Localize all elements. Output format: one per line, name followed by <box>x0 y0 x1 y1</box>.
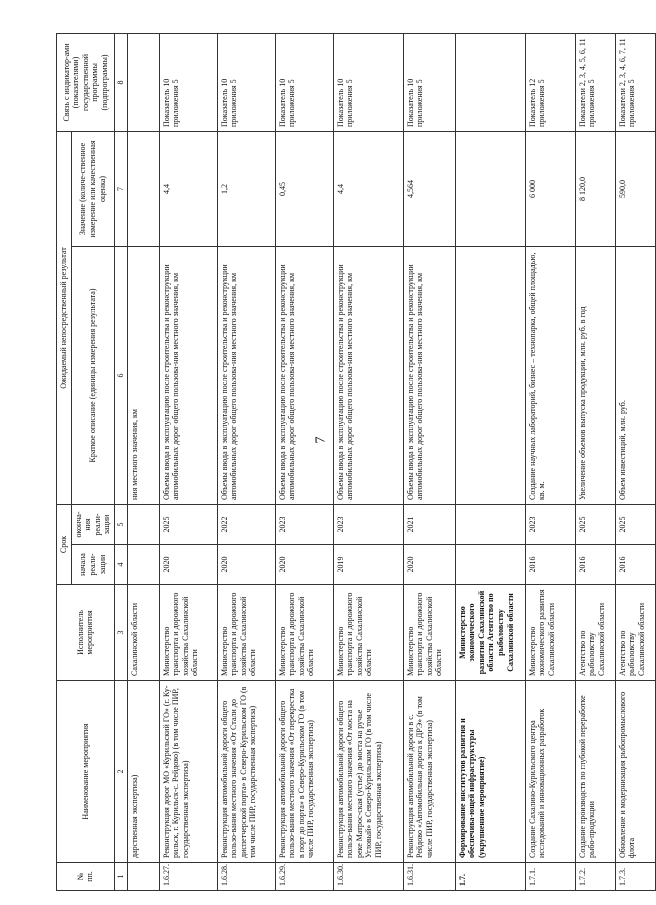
table-row <box>333 33 403 890</box>
header-row-1 <box>57 33 72 890</box>
row-end <box>127 504 159 544</box>
row-link <box>455 33 525 131</box>
row-end: 2025 <box>159 504 217 544</box>
row-executor: Министерство транспорта и дорожного хозяйства Сахалинской области <box>403 585 455 681</box>
row-executor: Министерство транспорта и дорожного хозяйства Сахалинской области <box>217 585 275 681</box>
row-start <box>455 545 525 585</box>
row-desc: Объемы ввода в эксплуатацию после строительства и реконструкции автомобильных дорог общего пользова-ния местного значения, км <box>159 246 217 504</box>
header-term: Срок <box>57 504 72 584</box>
row-name: Реконструкция дорог МО «Курильский ГО» (г. Ку-рильск, г. Курильск-с. Рейдово) (в том числе ПИР, государственная экспертиза) <box>159 681 217 863</box>
row-value: 4,564 <box>403 131 455 246</box>
row-start: 2020 <box>403 545 455 585</box>
measures-table <box>56 33 656 891</box>
header-num: № пп. <box>57 863 115 891</box>
row-value: 8 120,0 <box>575 131 615 246</box>
row-name: Обновление и модернизация рыбопромыслового флота <box>615 681 655 863</box>
column-number-row <box>114 33 127 890</box>
row-start: 2016 <box>615 545 655 585</box>
row-value: 4,4 <box>333 131 403 246</box>
row-end: 2025 <box>575 504 615 544</box>
row-desc: Объемы ввода в эксплуатацию после строительства и реконструкции автомобильных дорог общего пользова-ния местного значения, км <box>333 246 403 504</box>
table-row <box>159 33 217 890</box>
row-executor: Министерство экономического развития Сахалинской области <box>525 585 575 681</box>
col-number: 7 <box>114 131 127 246</box>
row-link: Показатель 10 приложения 5 <box>275 33 333 131</box>
row-start: 2019 <box>333 545 403 585</box>
row-end: 2023 <box>275 504 333 544</box>
row-name: Реконструкция автомобильной дороги общего пользо-вания местного значения «От перекрестка в порт до порта» в Северо-Курильском ГО (в том числе ПИР, государственная экспертиза) <box>275 681 333 863</box>
col-number: 2 <box>114 681 127 863</box>
table-row <box>615 33 655 890</box>
col-number: 5 <box>114 504 127 544</box>
row-num: 1.7. <box>455 863 525 891</box>
table-row <box>275 33 333 890</box>
row-num <box>127 863 159 891</box>
row-name: Реконструкция автомобильной дороги в с. Рейдово «Автомобильная дорога к ДРЭ» (в том числе ПИР, государственная экспертиза) <box>403 681 455 863</box>
row-desc: Объемы ввода в эксплуатацию после строительства и реконструкции автомобильных дорог общего пользова-ния местного значения, км <box>403 246 455 504</box>
rotated-page <box>0 25 646 905</box>
row-executor: Сахалинской области <box>127 585 159 681</box>
table-row <box>455 33 525 890</box>
row-link: Показатель 10 приложения 5 <box>333 33 403 131</box>
row-end: 2025 <box>615 504 655 544</box>
header-start: начала реали-зации <box>71 545 114 585</box>
row-name: Формирование институтов развития и обеспечива-ющей инфраструктуры (укрупненное мероприятие) <box>455 681 525 863</box>
header-name: Наименование мероприятия <box>57 681 115 863</box>
row-name: дарственная экспертиза) <box>127 681 159 863</box>
page-number: 7 <box>313 436 329 444</box>
col-number: 1 <box>114 863 127 891</box>
col-number: 4 <box>114 545 127 585</box>
row-desc: Создание научных лабораторий, бизнес – технопарка, общей площадью, кв. м. <box>525 246 575 504</box>
row-num: 1.7.2. <box>575 863 615 891</box>
row-name: Создание Сахалино-Курильского центра исследований и инновационных разработок <box>525 681 575 863</box>
row-link: Показатели 2, 3, 4, 5, 6, 11 приложения 5 <box>575 33 615 131</box>
row-desc: Увеличение объемов выпуска продукции, млн. руб. в год <box>575 246 615 504</box>
table-row <box>217 33 275 890</box>
row-start: 2020 <box>217 545 275 585</box>
row-name: Реконструкция автомобильной дороги общего пользо-вания местного значения «От Стали до диспетчерской порта» в Северо-Курильском ГО (в том числе ПИР, государственная экспертиза) <box>217 681 275 863</box>
row-end: 2021 <box>403 504 455 544</box>
col-number: 8 <box>114 33 127 131</box>
header-link: Связь с индикатор-ами (показателями) государственной программы (подпрограммы) <box>57 33 115 131</box>
row-link: Показатель 10 приложения 5 <box>159 33 217 131</box>
row-value <box>127 131 159 246</box>
row-start: 2016 <box>575 545 615 585</box>
row-desc: ния местного значения, км <box>127 246 159 504</box>
row-desc: Объемы ввода в эксплуатацию после строительства и реконструкции автомобильных дорог общего пользова-ния местного значения, км <box>275 246 333 504</box>
row-desc: Объемы ввода в эксплуатацию после строительства и реконструкции автомобильных дорог общего пользова-ния местного значения, км <box>217 246 275 504</box>
row-start: 2020 <box>159 545 217 585</box>
row-link: Показатели 2, 3, 4, 6, 7, 11 приложения 5 <box>615 33 655 131</box>
row-name: Реконструкция автомобильной дороги общего пользо-вания местного значения «От моста на реке Матрос-ская (устье) до моста на ручье Угловый» в Северо-Курильском ГО (в том числе ПИР, государственная экспертиза) <box>333 681 403 863</box>
header-value: Значение (количе-ственное измерение или качественная оценка) <box>71 131 114 246</box>
row-desc: Объем инвестиций, млн. руб. <box>615 246 655 504</box>
col-number: 6 <box>114 246 127 504</box>
row-num: 1.6.30. <box>333 863 403 891</box>
row-executor: Министерство транспорта и дорожного хозяйства Сахалинской области <box>159 585 217 681</box>
row-link: Показатель 10 приложения 5 <box>217 33 275 131</box>
row-end: 2022 <box>217 504 275 544</box>
row-value: 0,45 <box>275 131 333 246</box>
header-executor: Исполнитель мероприятия <box>57 585 115 681</box>
row-start: 2016 <box>525 545 575 585</box>
header-short-desc: Краткое описание (единицы измерения результата) <box>71 246 114 504</box>
row-link: Показатель 12 приложения 5 <box>525 33 575 131</box>
row-executor: Министерство экономического развития Сахалинской области Агентство по рыболовству Сахалинской области <box>455 585 525 681</box>
row-start: 2020 <box>275 545 333 585</box>
row-value: 590,0 <box>615 131 655 246</box>
row-num: 1.7.3. <box>615 863 655 891</box>
row-link: Показатель 10 приложения 5 <box>403 33 455 131</box>
row-num: 1.6.29. <box>275 863 333 891</box>
table-row <box>525 33 575 890</box>
row-executor: Агентство по рыболовству Сахалинской области <box>615 585 655 681</box>
row-value: 4,4 <box>159 131 217 246</box>
row-value <box>455 131 525 246</box>
table-row <box>127 33 159 890</box>
row-num: 1.7.1. <box>525 863 575 891</box>
row-end: 2023 <box>333 504 403 544</box>
row-executor: Агентство по рыболовству Сахалинской области <box>575 585 615 681</box>
row-executor: Министерство транспорта и дорожного хозяйства Сахалинской области <box>333 585 403 681</box>
row-num: 1.6.28. <box>217 863 275 891</box>
col-number: 3 <box>114 585 127 681</box>
row-name: Создание производств по глубокой переработке рыбо-продукции <box>575 681 615 863</box>
row-end: 2023 <box>525 504 575 544</box>
table-row <box>403 33 455 890</box>
row-desc <box>455 246 525 504</box>
row-num: 1.6.31. <box>403 863 455 891</box>
row-end <box>455 504 525 544</box>
row-value: 6 000 <box>525 131 575 246</box>
row-num: 1.6.27. <box>159 863 217 891</box>
table-row <box>575 33 615 890</box>
row-executor: Министерство транспорта и дорожного хозяйства Сахалинской области <box>275 585 333 681</box>
row-value: 1,2 <box>217 131 275 246</box>
header-result: Ожидаемый непосредственный результат <box>57 131 72 504</box>
header-end: оконча-ния реали-зации <box>71 504 114 544</box>
row-link <box>127 33 159 131</box>
row-start <box>127 545 159 585</box>
